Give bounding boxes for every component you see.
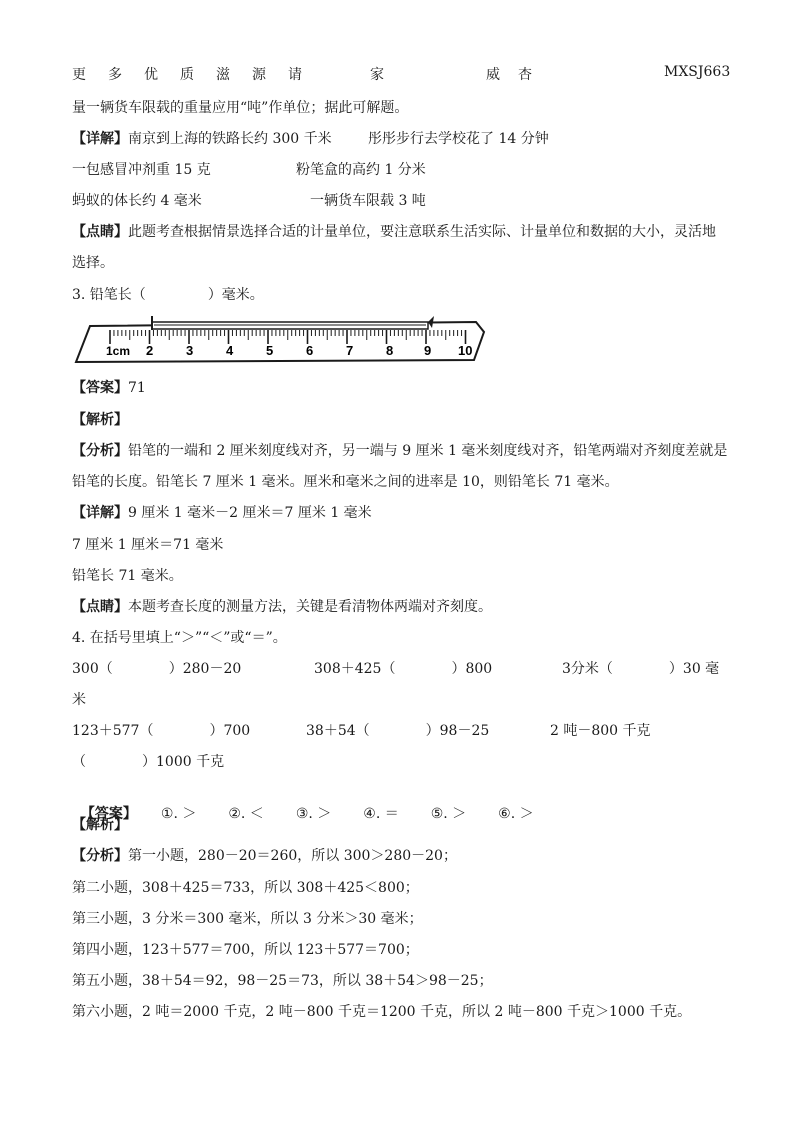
q4-item-post: ）30 毫: [668, 661, 720, 677]
ruler-tick-label: 10: [458, 343, 473, 358]
fenxi-text: 第一小题，280－20＝260，所以 300＞280－20；: [128, 848, 457, 864]
q4-item: [72, 659, 241, 679]
detail-line: [72, 129, 332, 149]
q4-item-post: ）800: [451, 661, 493, 677]
fenxi-text: 第四小题，123＋577＝700，所以 123＋577＝700；: [72, 942, 419, 958]
detail-item: 蚂蚁的体长约 4 毫米: [72, 193, 202, 209]
pencil-shape: [152, 316, 434, 330]
header-char: 多: [108, 67, 122, 83]
fenxi-line: [72, 846, 457, 866]
q3-stem-post: ）毫米。: [207, 287, 264, 303]
fenxi-text-cont: 铅笔的长度。铅笔长 7 厘米 1 毫米。厘米和毫米之间的进率是 10，则铅笔长 71 毫米。: [72, 474, 619, 490]
point-line: [72, 222, 716, 242]
detail-item: 一包感冒冲剂重 15 克: [72, 162, 211, 178]
answer-item: ①. ＞: [160, 806, 197, 822]
q4-item: [306, 721, 489, 741]
point-tag: 【点睛】: [72, 224, 128, 240]
answer-item: ⑤. ＞: [430, 806, 467, 822]
point-text: 此题考查根据情景选择合适的计量单位，要注意联系生活实际、计量单位和数据的大小，灵活地: [128, 224, 716, 240]
q4-item-post: ）700: [209, 723, 251, 739]
q4-item: [72, 721, 250, 741]
point-text-cont: 选择。: [72, 255, 114, 271]
ruler-tick-label: 6: [306, 343, 314, 358]
detail-line: [72, 503, 372, 523]
ruler-figure: [72, 314, 486, 366]
ruler-tick-label: 5: [266, 343, 274, 358]
q4-item-pre: 300（: [72, 661, 113, 677]
fenxi-line: [72, 441, 727, 461]
ruler-tick-label: 9: [424, 343, 432, 358]
detail-text: 9 厘米 1 毫米－2 厘米＝7 厘米 1 毫米: [128, 505, 372, 521]
q4-item-pre: 123＋577（: [72, 723, 154, 739]
answer-tag: 【答案】: [80, 806, 137, 822]
q3-stem-pre: 3. 铅笔长（: [72, 287, 146, 303]
ruler-tick-label: 2: [146, 343, 154, 358]
q4-item: 2 吨－800 千克: [550, 723, 651, 739]
detail-text: 铅笔长 71 毫米。: [72, 568, 183, 584]
answer-tag: 【答案】: [72, 380, 128, 396]
header-char: 优: [144, 67, 158, 83]
header-char: 请: [288, 67, 302, 83]
q4-item-post: ）98－25: [425, 723, 490, 739]
fenxi-text: 铅笔的一端和 2 厘米刻度线对齐，另一端与 9 厘米 1 毫米刻度线对齐，铅笔两端对齐刻度差就是: [128, 443, 728, 459]
fenxi-text: 第五小题，38＋54＝92，98－25＝73，所以 38＋54＞98－25；: [72, 973, 493, 989]
ruler-tick-label: 8: [386, 343, 394, 358]
header-char: 滋: [216, 67, 230, 83]
q4-item-post: ）1000 千克: [142, 754, 225, 770]
q4-item-pre: （: [72, 754, 86, 770]
q3-stem: [72, 285, 264, 305]
q4-item-cont: [72, 752, 224, 772]
detail-tag: 【详解】: [72, 131, 128, 147]
detail-text: 7 厘米 1 厘米＝71 毫米: [72, 537, 224, 553]
fenxi-text: 第二小题，308＋425＝733，所以 308＋425＜800；: [72, 880, 419, 896]
q4-item: [562, 659, 719, 679]
answer-item: ⑥. ＞: [498, 806, 534, 822]
q4-item-cont: 米: [72, 692, 86, 708]
header-char: 家: [370, 67, 384, 83]
answer-item: ④. ＝: [363, 806, 399, 822]
answer-item: ③. ＞: [295, 806, 332, 822]
point-tag: 【点睛】: [72, 599, 128, 615]
q4-stem: 4. 在括号里填上“＞”“＜”或“＝”。: [72, 630, 287, 646]
text-line: 量一辆货车限载的重量应用“吨”作单位；据此可解题。: [72, 100, 409, 116]
header-char: 质: [180, 67, 194, 83]
analysis-tag: 【解析】: [72, 817, 128, 833]
header-char: 杏: [518, 67, 532, 83]
header-char: 威: [486, 67, 500, 83]
answer-item: ②. ＜: [228, 806, 264, 822]
q4-answer: [72, 784, 534, 824]
ruler-tick-label: 7: [346, 343, 354, 358]
fenxi-text: 第六小题，2 吨＝2000 千克，2 吨－800 千克＝1200 千克，所以 2 吨－800 千克＞1000 千克。: [72, 1004, 692, 1020]
q4-item-post: ）280－20: [168, 661, 242, 677]
ruler-tick-label: 4: [226, 343, 234, 358]
detail-item: 南京到上海的铁路长约 300 千米: [128, 131, 332, 147]
q4-item-pre: 3分米（: [562, 661, 613, 677]
q4-item: [314, 659, 492, 679]
ruler-unit-label: 1cm: [106, 344, 131, 358]
point-line: [72, 597, 492, 617]
q4-item-pre: 308＋425（: [314, 661, 396, 677]
ruler-tick-label: 3: [186, 343, 194, 358]
point-text: 本题考查长度的测量方法，关键是看清物体两端对齐刻度。: [128, 599, 492, 615]
analysis-tag: 【解析】: [72, 412, 128, 428]
detail-item: 一辆货车限载 3 吨: [310, 193, 426, 209]
q4-item-pre: 38＋54（: [306, 723, 370, 739]
answer-value: 71: [128, 380, 146, 396]
detail-item: 粉笔盒的高约 1 分米: [296, 162, 426, 178]
detail-tag: 【详解】: [72, 505, 128, 521]
header-char: 更: [72, 67, 86, 83]
fenxi-tag: 【分析】: [72, 848, 128, 864]
header-char: 源: [252, 67, 266, 83]
fenxi-text: 第三小题，3 分米＝300 毫米，所以 3 分米＞30 毫米；: [72, 911, 423, 927]
fenxi-tag: 【分析】: [72, 443, 128, 459]
detail-item: 彤彤步行去学校花了 14 分钟: [368, 131, 549, 147]
q3-answer: [72, 378, 146, 398]
header-code: MXSJ663: [664, 64, 731, 80]
